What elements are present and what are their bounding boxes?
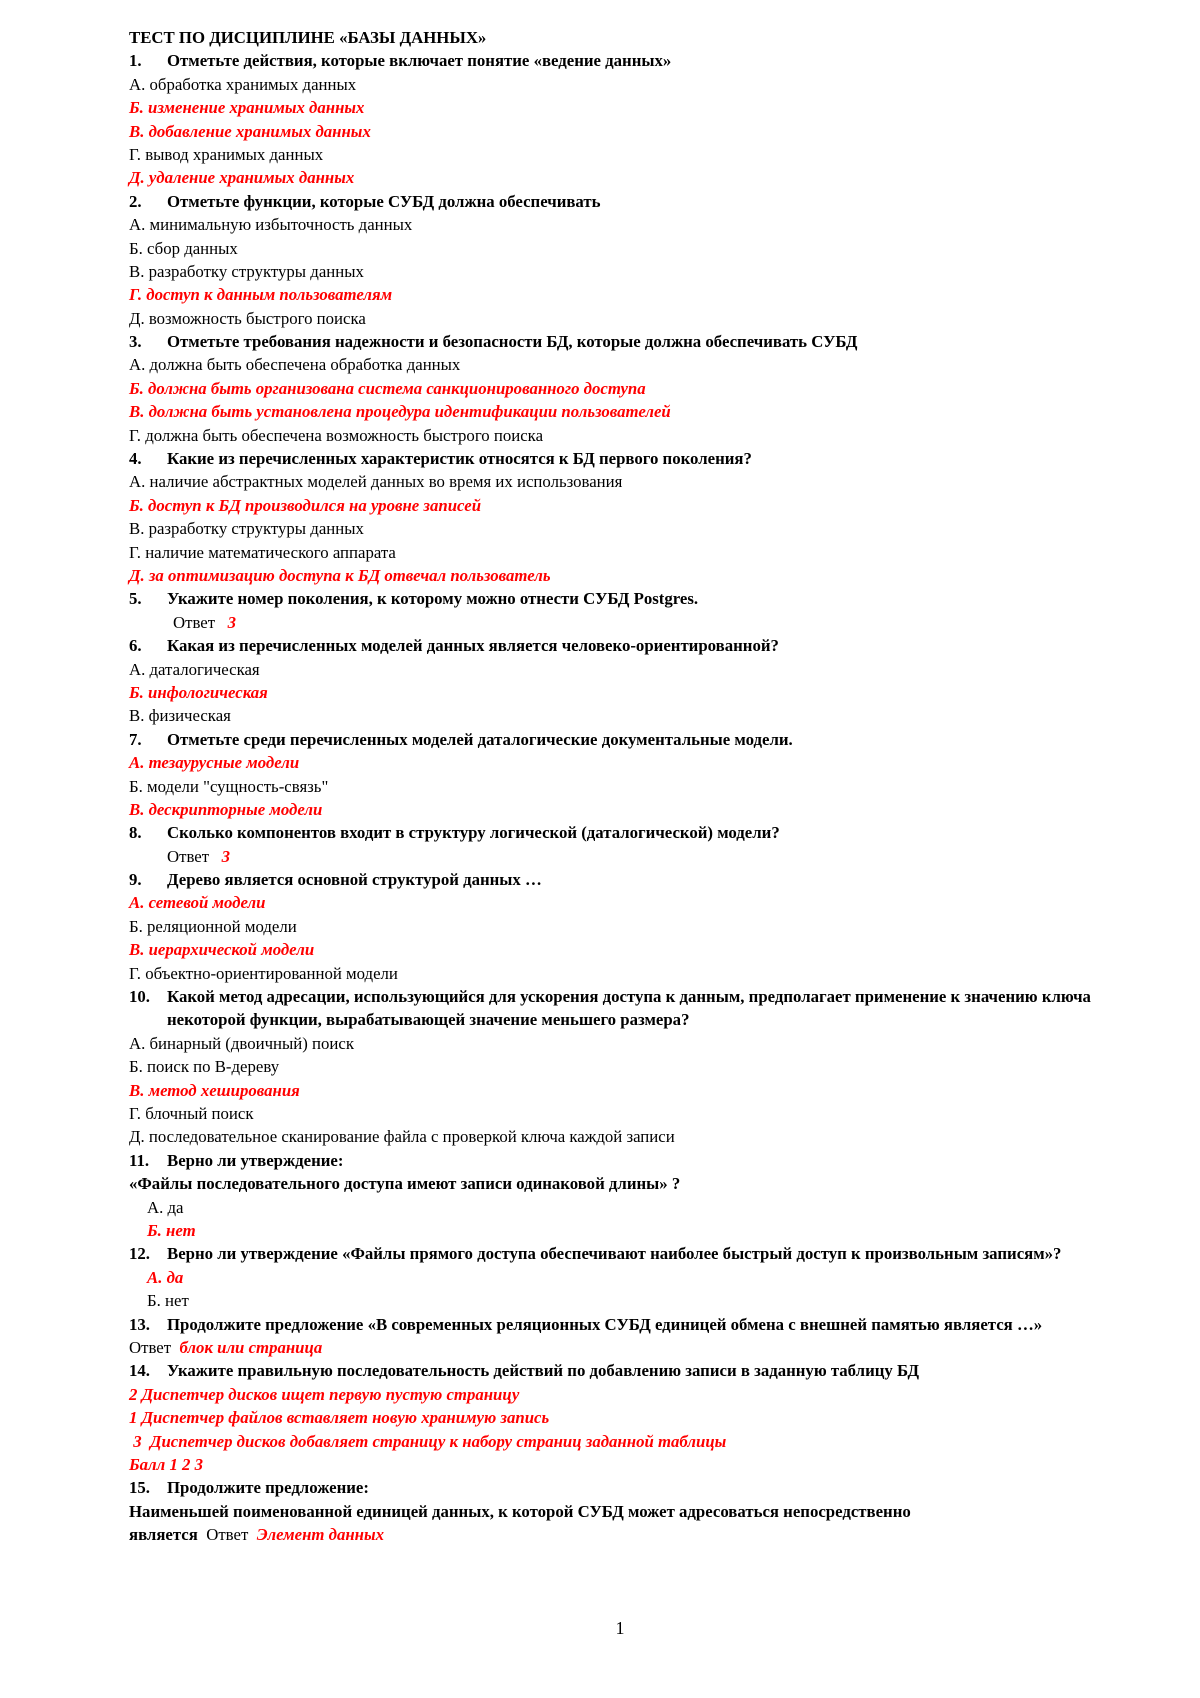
question-number: 9. [129,870,142,890]
option: Г. объектно-ориентированной модели [129,963,398,983]
question-13 [129,1313,1119,1336]
question-text: Какая из перечисленных моделей данных является человеко-ориентированной? [167,636,779,656]
option: В. физическая [129,706,231,726]
correct-option: В. добавление хранимых данных [129,121,371,141]
option: Г. блочный поиск [129,1104,254,1123]
question-number: 15. [129,1478,150,1498]
answer-value: 3 [221,846,231,866]
question-12 [129,1242,1119,1265]
question-text: Отметьте требования надежности и безопасности БД, которые должна обеспечивать СУБД [167,332,858,352]
answer-label: Ответ [173,612,216,632]
question-text: Какие из перечисленных характеристик относятся к БД первого поколения? [167,449,752,469]
correct-option: Б. изменение хранимых данных [129,98,365,118]
question-text: Отметьте действия, которые включает понятие «ведение данных» [167,51,672,71]
correct-option: А. тезаурусные модели [129,753,300,773]
answer-label: Ответ [129,1337,172,1357]
question-number: 11. [129,1150,150,1170]
option: Г. должна быть обеспечена возможность быстрого поиска [129,425,544,445]
option: Г. вывод хранимых данных [129,144,324,164]
question-4 [129,447,1119,470]
question-number: 6. [129,636,142,656]
test-document [129,26,1119,1546]
question-6 [129,634,1119,657]
option: Г. наличие математического аппарата [129,542,396,562]
correct-option: А. сетевой модели [129,893,266,913]
question-15 [129,1476,1119,1499]
question-8 [129,821,1119,844]
page-number: 1 [615,1618,625,1638]
option: А. минимальную избыточность данных [129,215,413,235]
option: А. должна быть обеспечена обработка данных [129,355,461,375]
option: А. даталогическая [129,659,260,679]
document-title: ТЕСТ ПО ДИСЦИПЛИНЕ «БАЗЫ ДАННЫХ» [129,28,487,47]
option: Б. модели "сущность-связь" [129,776,329,796]
option: В. разработку структуры данных [129,261,364,281]
correct-option: В. метод хеширования [129,1080,300,1100]
question-text: Какой метод адресации, использующийся для ускорения доступа к данным, предполагает применение к значению ключа некоторой функции, вырабатывающей значение меньшего размера? [167,987,1091,1030]
question-number: 8. [129,823,142,843]
option: А. обработка хранимых данных [129,74,357,94]
correct-option: Б. должна быть организована система санкционированного доступа [129,378,646,398]
question-text: Дерево является основной структурой данных … [167,870,542,890]
question-text: Отметьте среди перечисленных моделей даталогические документальные модели. [167,729,793,749]
answer-value: 3 [227,612,237,632]
question-text: Укажите номер поколения, к которому можно отнести СУБД Postgres. [167,589,699,609]
correct-option: Б. доступ к БД производился на уровне записей [129,495,482,515]
correct-option: 2 Диспетчер дисков ищет первую пустую страницу [129,1384,520,1404]
correct-option: 1 Диспетчер файлов вставляет новую хранимую запись [129,1408,550,1428]
question-number: 14. [129,1361,150,1381]
correct-option: 3 Диспетчер дисков добавляет страницу к набору страниц заданной таблицы [129,1431,727,1451]
answer-line [129,1523,1119,1546]
option: Б. реляционной модели [129,916,297,936]
option: Б. поиск по В-дереву [129,1057,280,1077]
answer-value: блок или страница [179,1337,323,1357]
answer-line [129,1336,1119,1359]
question-statement: «Файлы последовательного доступа имеют записи одинаковой длины» ? [129,1174,681,1194]
option: А. бинарный (двоичный) поиск [129,1033,354,1053]
answer-score: Балл 1 2 3 [129,1454,204,1474]
question-text: Отметьте функции, которые СУБД должна обеспечивать [167,191,601,211]
correct-option: Д. за оптимизацию доступа к БД отвечал пользователь [129,565,551,585]
option: В. разработку структуры данных [129,519,364,539]
answer-value: Элемент данных [256,1525,385,1545]
option: Д. последовательное сканирование файла с проверкой ключа каждой записи [129,1127,675,1147]
question-9 [129,868,1119,891]
question-14 [129,1359,1119,1382]
answer-line [129,845,1119,868]
question-number: 7. [129,729,142,749]
question-statement: Наименьшей поименованной единицей данных, к которой СУБД может адресоваться непосредственно [129,1501,911,1521]
question-10 [129,985,1119,1032]
option: Б. сбор данных [129,238,238,258]
question-number: 5. [129,589,142,609]
question-number: 3. [129,332,142,352]
question-text: Продолжите предложение «В современных реляционных СУБД единицей обмена с внешней памятью является …» [167,1314,1043,1334]
question-number: 12. [129,1244,150,1264]
question-number: 13. [129,1314,150,1334]
question-1 [129,49,1119,72]
question-text: Укажите правильную последовательность действий по добавлению записи в заданную таблицу БД [167,1361,919,1381]
answer-label: Ответ [167,846,210,866]
option: А. наличие абстрактных моделей данных во время их использования [129,472,623,492]
question-text: Сколько компонентов входит в структуру логической (даталогической) модели? [167,823,780,843]
question-text: Продолжите предложение: [167,1478,369,1498]
answer-line [129,611,1119,634]
question-3 [129,330,1119,353]
option: Б. нет [147,1291,189,1311]
option: А. да [147,1197,184,1217]
question-7 [129,728,1119,751]
question-text: Верно ли утверждение «Файлы прямого доступа обеспечивают наиболее быстрый доступ к произвольным записям»? [167,1244,1062,1264]
correct-option: Г. доступ к данным пользователям [129,285,393,305]
question-number: 1. [129,51,142,71]
answer-label: Ответ [206,1525,249,1545]
correct-option: А. да [147,1267,184,1287]
option: Д. возможность быстрого поиска [129,308,366,328]
question-text: Верно ли утверждение: [167,1150,344,1170]
correct-option: В. дескрипторные модели [129,799,323,819]
correct-option: Б. нет [147,1220,196,1240]
question-statement-end: является [129,1525,198,1545]
question-number: 4. [129,449,142,469]
correct-option: Б. инфологическая [129,682,268,702]
question-5 [129,587,1119,610]
question-number: 10. [129,987,150,1007]
correct-option: В. иерархической модели [129,940,315,960]
question-number: 2. [129,191,142,211]
correct-option: В. должна быть установлена процедура идентификации пользователей [129,402,671,422]
question-2 [129,190,1119,213]
question-11 [129,1149,1119,1172]
correct-option: Д. удаление хранимых данных [129,168,355,188]
